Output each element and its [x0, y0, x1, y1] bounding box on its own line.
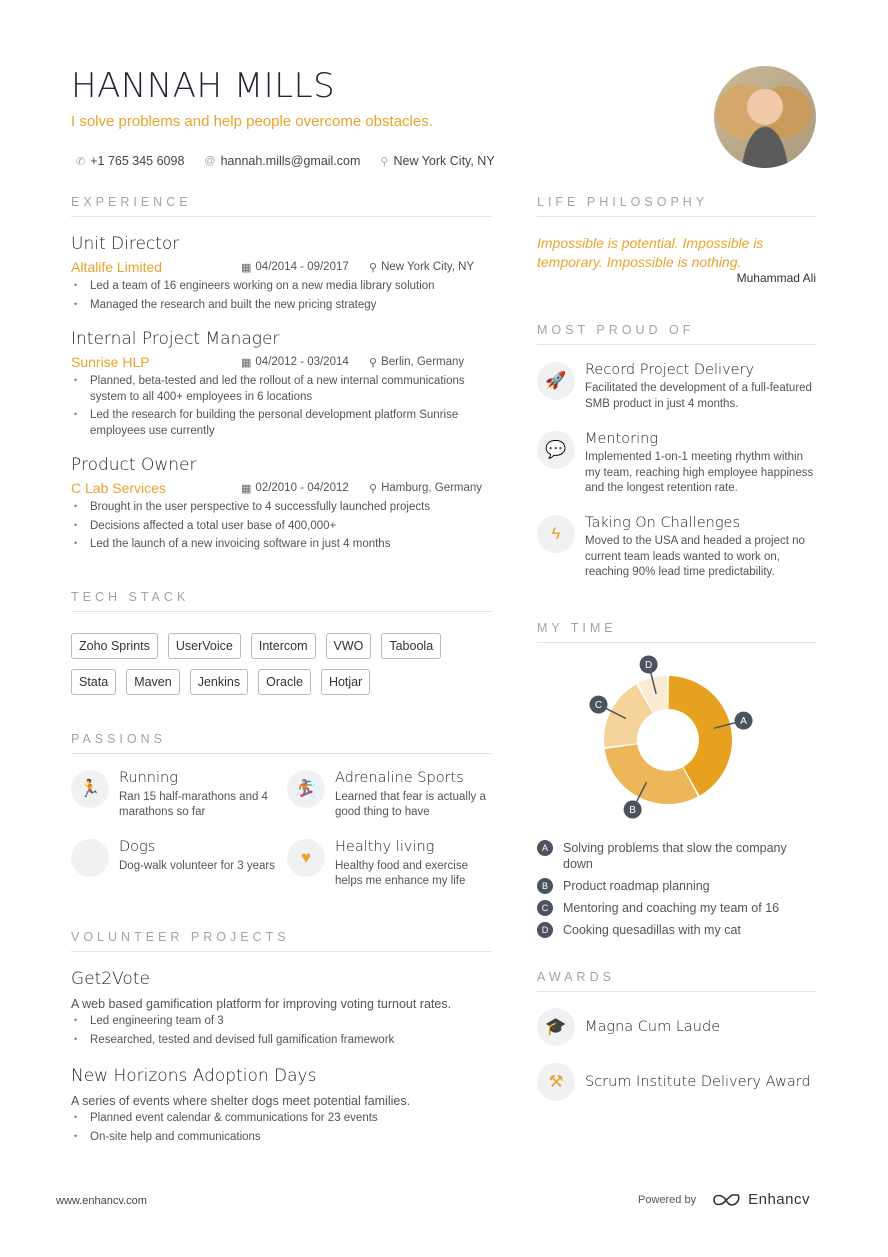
- bullet: • Led a team of 16 engineers working on a new media library solution: [71, 279, 492, 295]
- award-title: Scrum Institute Delivery Award: [585, 1074, 811, 1090]
- divider: [537, 642, 816, 643]
- job-location: Hamburg, Germany: [381, 482, 483, 494]
- project-desc: A web based gamification platform for improving voting turnout rates.: [71, 997, 452, 1011]
- legend-badge: D: [537, 922, 553, 938]
- legend-item: [537, 922, 817, 938]
- award-title: Magna Cum Laude: [585, 1019, 721, 1035]
- tech-tag: VWO: [326, 633, 372, 659]
- job-title: Internal Project Manager: [71, 329, 280, 349]
- legend-item: [537, 878, 817, 894]
- passion-item: [287, 839, 497, 889]
- bullet: • Researched, tested and devised full gamification framework: [71, 1033, 492, 1049]
- tech-tag: Maven: [126, 669, 180, 695]
- passion-desc: Ran 15 half-marathons and 4 marathons so far: [119, 791, 268, 818]
- lightning-bolt-icon: ϟ: [537, 515, 575, 553]
- infinity-logo-icon: [712, 1192, 742, 1208]
- speech-bubble-icon: 💬: [537, 431, 575, 469]
- tech-tag: UserVoice: [168, 633, 241, 659]
- time-donut-chart: [580, 650, 760, 830]
- bullet: • Planned event calendar & communications for 23 events: [71, 1111, 492, 1127]
- tools-icon: ⚒: [537, 1063, 575, 1101]
- achievement-desc: Implemented 1-on-1 meeting rhythm within my team, reaching high employee happiness and the longest retention rate.: [585, 451, 814, 494]
- website-link[interactable]: www.enhancv.com: [56, 1195, 147, 1207]
- passion-title: Adrenaline Sports: [335, 770, 464, 786]
- legend-label: Cooking quesadillas with my cat: [563, 923, 741, 937]
- calendar-icon: ▦: [241, 356, 252, 369]
- section-title-life-philosophy: LIFE PHILOSOPHY: [537, 195, 709, 209]
- divider: [71, 951, 492, 952]
- section-title-passions: PASSIONS: [71, 732, 166, 746]
- email-text: hannah.mills@gmail.com: [220, 154, 361, 168]
- job-title: Product Owner: [71, 455, 197, 475]
- location-text: New York City, NY: [393, 154, 495, 168]
- contact-email[interactable]: [204, 154, 360, 168]
- project-title: New Horizons Adoption Days: [71, 1066, 317, 1086]
- calendar-icon: ▦: [241, 261, 252, 274]
- calendar-icon: ▦: [241, 482, 252, 495]
- divider: [71, 216, 492, 217]
- quote-author: Muhammad Ali: [736, 271, 816, 285]
- section-title-most-proud: MOST PROUD OF: [537, 323, 695, 337]
- experience-entry: [71, 234, 492, 316]
- graduation-cap-icon: 🎓: [537, 1008, 575, 1046]
- achievement-item: [537, 362, 817, 412]
- tech-tag: Jenkins: [190, 669, 248, 695]
- section-title-volunteer: VOLUNTEER PROJECTS: [71, 930, 290, 944]
- volunteer-entry: [71, 1066, 492, 1148]
- volunteer-entry: [71, 969, 492, 1051]
- award-item: [537, 1063, 817, 1101]
- section-title-awards: AWARDS: [537, 970, 615, 984]
- phone-icon: ✆: [76, 155, 86, 168]
- tech-tag: Hotjar: [321, 669, 370, 695]
- location-pin-icon: ⚲: [369, 261, 378, 274]
- heart-icon: ♥: [287, 839, 325, 877]
- tech-tag: Stata: [71, 669, 116, 695]
- achievement-desc: Facilitated the development of a full-featured SMB product in just 4 months.: [585, 382, 812, 410]
- bullet: • Managed the research and built the new pricing strategy: [71, 298, 492, 314]
- legend-badge: A: [537, 840, 553, 856]
- donut-label: A: [740, 716, 747, 728]
- bullet: • Brought in the user perspective to 4 successfully launched projects: [71, 500, 492, 516]
- donut-segment-b: [605, 744, 698, 804]
- company-name: Sunrise HLP: [71, 354, 150, 370]
- phone-text: +1 765 345 6098: [90, 154, 185, 168]
- location-pin-icon: ⚲: [369, 356, 378, 369]
- job-title: Unit Director: [71, 234, 180, 254]
- passion-title: Dogs: [119, 839, 156, 855]
- tagline: I solve problems and help people overcome obstacles.: [71, 113, 433, 130]
- tech-tag: Taboola: [381, 633, 441, 659]
- contact-phone[interactable]: [76, 154, 184, 168]
- passion-title: Healthy living: [335, 839, 435, 855]
- job-dates: 02/2010 - 04/2012: [255, 482, 349, 494]
- legend-item: [537, 900, 817, 916]
- location-pin-icon: ⚲: [380, 155, 389, 168]
- contact-location: [380, 154, 494, 168]
- tech-tag: Zoho Sprints: [71, 633, 158, 659]
- legend-item: [537, 840, 817, 872]
- powered-by: [638, 1191, 810, 1208]
- achievement-title: Record Project Delivery: [585, 362, 755, 378]
- passion-item: [71, 839, 281, 877]
- divider: [537, 216, 816, 217]
- location-pin-icon: ⚲: [369, 482, 378, 495]
- running-icon: 🏃: [71, 770, 109, 808]
- bullet: • Led the research for building the personal development platform Sunrise employees use currently: [71, 408, 492, 439]
- project-desc: A series of events where shelter dogs meet potential families.: [71, 1094, 411, 1108]
- tech-tags: [71, 633, 492, 695]
- avatar-photo: [714, 66, 816, 168]
- achievement-desc: Moved to the USA and headed a project no current team leads wanted to work on, reaching 90% lead time predictability.: [585, 535, 805, 578]
- passion-desc: Learned that fear is actually a good thing to have: [335, 791, 486, 818]
- passion-desc: Dog-walk volunteer for 3 years: [119, 860, 275, 872]
- bullet: • Decisions affected a total user base of 400,000+: [71, 519, 492, 535]
- contact-bar: [76, 154, 495, 168]
- powered-by-text: Powered by: [638, 1193, 697, 1206]
- award-item: [537, 1008, 817, 1046]
- section-title-my-time: MY TIME: [537, 621, 617, 635]
- project-title: Get2Vote: [71, 969, 150, 989]
- bullet: • Led the launch of a new invoicing software in just 4 months: [71, 537, 492, 553]
- legend-badge: B: [537, 878, 553, 894]
- passion-desc: Healthy food and exercise helps me enhance my life: [335, 860, 468, 887]
- divider: [71, 611, 492, 612]
- divider: [537, 991, 816, 992]
- at-icon: @: [204, 155, 216, 167]
- time-legend: [537, 840, 817, 944]
- bullet: • Led engineering team of 3: [71, 1014, 492, 1030]
- achievement-item: [537, 515, 817, 581]
- divider: [537, 344, 816, 345]
- achievement-title: Taking On Challenges: [585, 515, 741, 531]
- section-title-tech-stack: TECH STACK: [71, 590, 190, 604]
- rocket-icon: 🚀: [537, 362, 575, 400]
- job-location: Berlin, Germany: [381, 356, 465, 368]
- legend-label: Solving problems that slow the company down: [563, 841, 787, 871]
- company-name: Altalife Limited: [71, 259, 163, 275]
- experience-entry: [71, 455, 492, 556]
- experience-entry: [71, 329, 492, 442]
- philosophy-quote: Impossible is potential. Impossible is temporary. Impossible is nothing.: [537, 235, 764, 270]
- tech-tag: Oracle: [258, 669, 311, 695]
- donut-label: C: [594, 700, 603, 712]
- legend-label: Mentoring and coaching my team of 16: [563, 901, 780, 915]
- donut-label: D: [644, 659, 653, 671]
- achievement-title: Mentoring: [585, 431, 659, 447]
- legend-label: Product roadmap planning: [563, 879, 710, 893]
- company-name: C Lab Services: [71, 480, 166, 496]
- brand-name: Enhancv: [748, 1191, 810, 1208]
- tech-tag: Intercom: [251, 633, 316, 659]
- job-location: New York City, NY: [381, 261, 475, 273]
- blank-icon: [71, 839, 109, 877]
- section-title-experience: EXPERIENCE: [71, 195, 192, 209]
- legend-badge: C: [537, 900, 553, 916]
- donut-label: B: [629, 804, 636, 816]
- bullet: • Planned, beta-tested and led the rollout of a new internal communications system to all 400+ employees in 6 locations: [71, 374, 492, 405]
- achievement-item: [537, 431, 817, 497]
- passion-item: [71, 770, 281, 820]
- passion-title: Running: [119, 770, 178, 786]
- brand-logo[interactable]: [712, 1191, 810, 1208]
- job-dates: 04/2012 - 03/2014: [255, 356, 349, 368]
- divider: [71, 753, 492, 754]
- passion-item: [287, 770, 497, 820]
- job-dates: 04/2014 - 09/2017: [255, 261, 349, 273]
- snowboarding-icon: 🏂: [287, 770, 325, 808]
- bullet: • On-site help and communications: [71, 1130, 492, 1146]
- candidate-name: HANNAH MILLS: [71, 66, 336, 106]
